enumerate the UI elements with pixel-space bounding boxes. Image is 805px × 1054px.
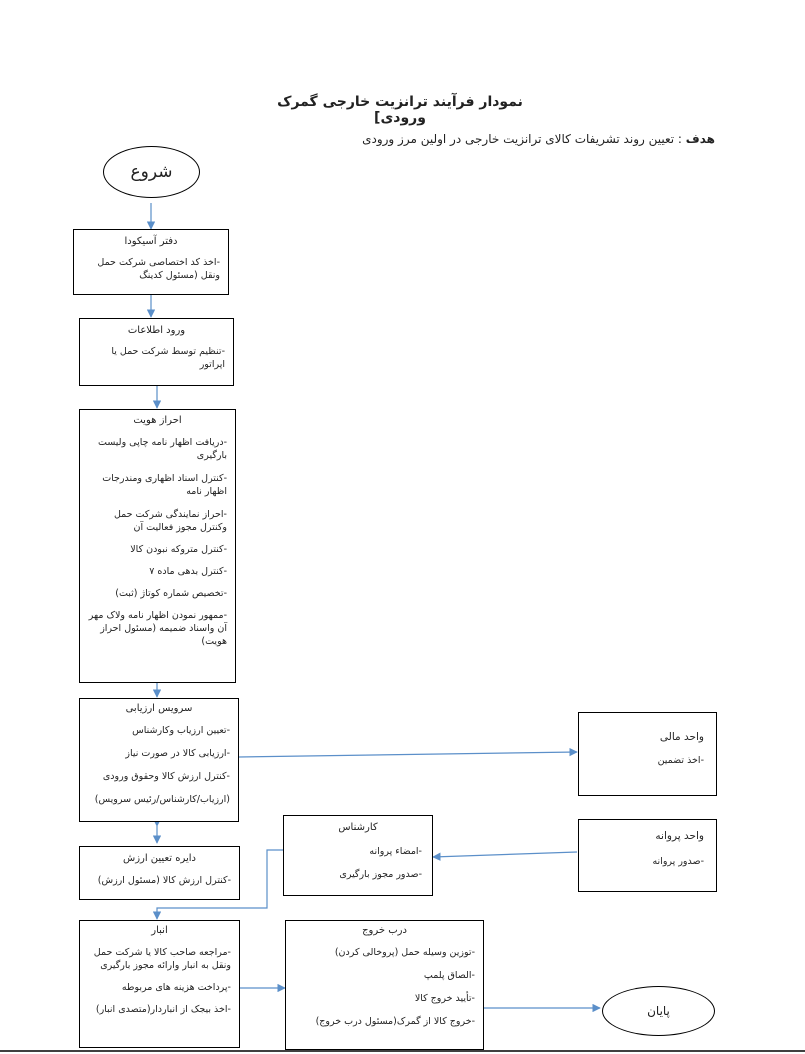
box-valuation-header: سرویس ارزیابی <box>125 703 193 714</box>
box-finance-unit <box>578 712 717 796</box>
arrow-license-to-expert <box>433 852 577 857</box>
box-exit-gate-line-2: -الصاق پلمپ <box>423 970 475 981</box>
box-finance-header: واحد مالی <box>659 731 704 743</box>
box-exit-gate-line-4: -خروج کالا از گمرک(مسئول درب خروج) <box>315 1016 475 1027</box>
box-exit-gate-header: درب خروج <box>362 925 407 936</box>
box-identity-line-5: -کنترل بدهی ماده ۷ <box>149 566 227 577</box>
box-warehouse-header: انبار <box>151 925 168 936</box>
box-finance-line: -اخذ تضمین <box>657 755 704 766</box>
box-warehouse-line-1: -مراجعه صاحب کالا یا شرکت حمل ونقل به انبار وارائه مجوز بارگیری <box>93 947 231 971</box>
box-license-unit <box>578 819 717 892</box>
box-valuation-line-2: -ارزیابی کالا در صورت نیاز <box>125 748 230 759</box>
box-asycuda-line: -اخذ کد اختصاصی شرکت حمل ونقل (مسئول کدینگ <box>97 257 220 281</box>
box-asycuda <box>73 229 229 295</box>
box-exit-gate-line-3: -تأیید خروج کالا <box>414 993 475 1004</box>
box-license-header: واحد پروانه <box>655 830 704 842</box>
box-expert-line-2: -صدور مجوز بارگیری <box>339 869 422 880</box>
box-identity-header: احراز هویت <box>133 415 182 426</box>
arrow-valuation-to-finance <box>239 752 577 757</box>
box-warehouse <box>79 920 240 1048</box>
box-valuation-line-1: -تعیین ارزیاب وکارشناس <box>132 725 230 736</box>
box-exit-gate <box>285 920 484 1050</box>
box-license-line: -صدور پروانه <box>652 856 704 867</box>
box-value-dept-header: دایره تعیین ارزش <box>122 853 197 864</box>
box-expert <box>283 815 433 896</box>
box-data-entry-header: ورود اطلاعات <box>127 325 186 336</box>
box-identity-line-6: -تخصیص شماره کوتاژ (ثبت) <box>115 588 227 599</box>
box-identity-line-2: -کنترل اسناد اظهاری ومندرجات اظهار نامه <box>102 473 227 497</box>
box-value-dept-line: -کنترل ارزش کالا (مسئول ارزش) <box>97 875 231 886</box>
box-identity-line-1: -دریافت اظهار نامه چاپی ولیست بارگیری <box>98 437 227 461</box>
box-exit-gate-line-1: -توزین وسیله حمل (پروخالی کردن) <box>334 947 475 958</box>
end-label: پایان <box>647 1004 670 1018</box>
box-identity-line-4: -کنترل متروکه نبودن کالا <box>130 544 227 555</box>
box-value-determination <box>79 846 240 900</box>
start-label: شروع <box>130 162 173 182</box>
box-identity-line-7: -ممهور نمودن اظهار نامه ولاک مهر آن واسناد ضمیمه (مسئول احراز هویت) <box>88 610 227 647</box>
box-expert-header: کارشناس <box>338 822 378 833</box>
box-valuation-line-3: -کنترل ارزش کالا وحقوق ورودی <box>102 771 230 782</box>
diagram-title: نمودار فرآیند ترانزیت خارجی گمرک ورودی] <box>277 94 523 126</box>
box-identity-line-3: -احراز نمایندگی شرکت حمل وکنترل مجوز فعالیت آن <box>113 509 227 533</box>
box-asycuda-header: دفتر آسیکودا <box>124 236 178 247</box>
box-valuation-line-4: (ارزیاب/کارشناس/رئیس سرویس) <box>94 794 230 805</box>
box-expert-line-1: -امضاء پروانه <box>369 846 422 857</box>
box-data-entry <box>79 318 234 386</box>
box-data-entry-line: -تنظیم توسط شرکت حمل یا اپراتور <box>111 346 225 370</box>
goal-label: هدف <box>685 132 715 146</box>
goal-text: : تعیین روند تشریفات کالای ترانزیت خارجی در اولین مرز ورودی <box>362 132 682 146</box>
start-node <box>103 146 200 198</box>
box-warehouse-line-3: -اخذ بیجک از انباردار(متصدی انبار) <box>95 1004 231 1015</box>
box-valuation-service <box>79 698 239 822</box>
box-identity <box>79 409 236 683</box>
end-node <box>602 986 715 1036</box>
diagram-goal <box>300 132 715 146</box>
box-warehouse-line-2: -پرداخت هزینه های مربوطه <box>121 982 231 993</box>
